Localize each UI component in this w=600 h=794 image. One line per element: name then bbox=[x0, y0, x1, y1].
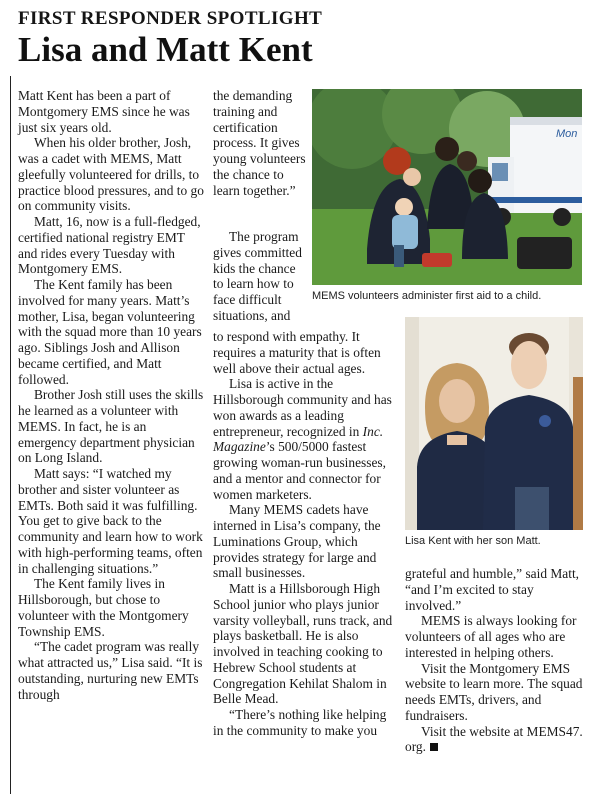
paragraph: Brother Josh still uses the skills he learned as a volunteer with MEMS. In fact, he is an emergency department physician on Long Island. bbox=[18, 387, 204, 466]
photo-caption: Lisa Kent with her son Matt. bbox=[405, 535, 541, 547]
paragraph: grateful and humble,” said Matt, “and I’m excited to stay involved.” bbox=[405, 566, 580, 613]
photo-portrait-illustration bbox=[405, 317, 583, 530]
article-column-1 bbox=[18, 88, 206, 702]
article-column-2-bottom bbox=[213, 329, 393, 739]
article-column-3 bbox=[405, 566, 585, 755]
paragraph: Matt, 16, now is a full-fledged, certified national registry EMT and rides every Tuesday with Montgomery EMS. bbox=[18, 214, 201, 277]
paragraph: When his older brother, Josh, was a cadet with MEMS, Matt gleefully volunteered for drills, to practice blood pressures, and to go on community visits. bbox=[18, 135, 204, 214]
column-rule bbox=[10, 76, 11, 794]
paragraph: The Kent family has been involved for many years. Matt’s mother, Lisa, began volunteering with the squad more than 10 years ago. Siblings Josh and Allison became certified, and Matt followed. bbox=[18, 277, 202, 387]
end-of-article-mark bbox=[430, 743, 438, 751]
photo-portrait bbox=[405, 317, 583, 530]
paragraph: Matt says: “I watched my brother and sister volunteer as EMTs. Both said it was fulfilling. You get to give back to the community and learn how to work with high-performing teams, often in challenging situations.” bbox=[18, 466, 203, 576]
paragraph: to respond with empathy. It requires a maturity that is often well above their actual ages. bbox=[213, 329, 381, 376]
paragraph: Many MEMS cadets have interned in Lisa’s company, the Luminations Group, which provides strategy for large and small businesses. bbox=[213, 502, 381, 581]
photo-first-aid-illustration bbox=[312, 89, 582, 285]
magazine-title: Inc. Magazine bbox=[213, 423, 384, 455]
paragraph: Visit the Montgomery EMS website to learn more. The squad needs EMTs, drivers, and fundraisers. bbox=[405, 660, 583, 723]
paragraph: the demanding training and certification process. It gives young volunteers the chance to learn together.” bbox=[213, 88, 306, 198]
photo-caption: MEMS volunteers administer first aid to a child. bbox=[312, 290, 542, 302]
ambulance-lettering: Mon bbox=[556, 128, 578, 140]
photo-first-aid bbox=[312, 89, 582, 285]
paragraph: MEMS is always looking for volunteers of all ages who are interested in helping others. bbox=[405, 613, 577, 660]
article-column-2-mid bbox=[213, 229, 305, 324]
paragraph: Visit the website at MEMS47. org. bbox=[405, 723, 583, 755]
paragraph: Lisa is active in the Hillsborough community and has won awards as a leading entrepreneur, recognized in Inc. Magazine’s 500/5000 fastest growing woman-run businesses, and a mentor and connector for women marketers. bbox=[213, 376, 392, 502]
paragraph: “There’s nothing like helping in the community to make you bbox=[213, 707, 387, 738]
paragraph: The program gives committed kids the chance to learn how to face difficult situations, and bbox=[213, 229, 302, 323]
paragraph: Matt is a Hillsborough High School junior who plays junior varsity volleyball, runs track, and plays basketball. He is also involved in teaching cooking to Hebrew School students at Congregation Kehilat Shalom in Belle Mead. bbox=[213, 581, 393, 707]
article-column-2-top bbox=[213, 88, 308, 198]
paragraph: “The cadet program was really what attracted us,” Lisa said. “It is outstanding, nurturing new EMTs through bbox=[18, 639, 203, 702]
page-title: Lisa and Matt Kent bbox=[18, 30, 313, 69]
section-kicker: FIRST RESPONDER SPOTLIGHT bbox=[18, 8, 323, 29]
paragraph: The Kent family lives in Hillsborough, but chose to volunteer with the Montgomery Township EMS. bbox=[18, 576, 189, 639]
paragraph: Matt Kent has been a part of Montgomery EMS since he was just six years old. bbox=[18, 88, 190, 135]
